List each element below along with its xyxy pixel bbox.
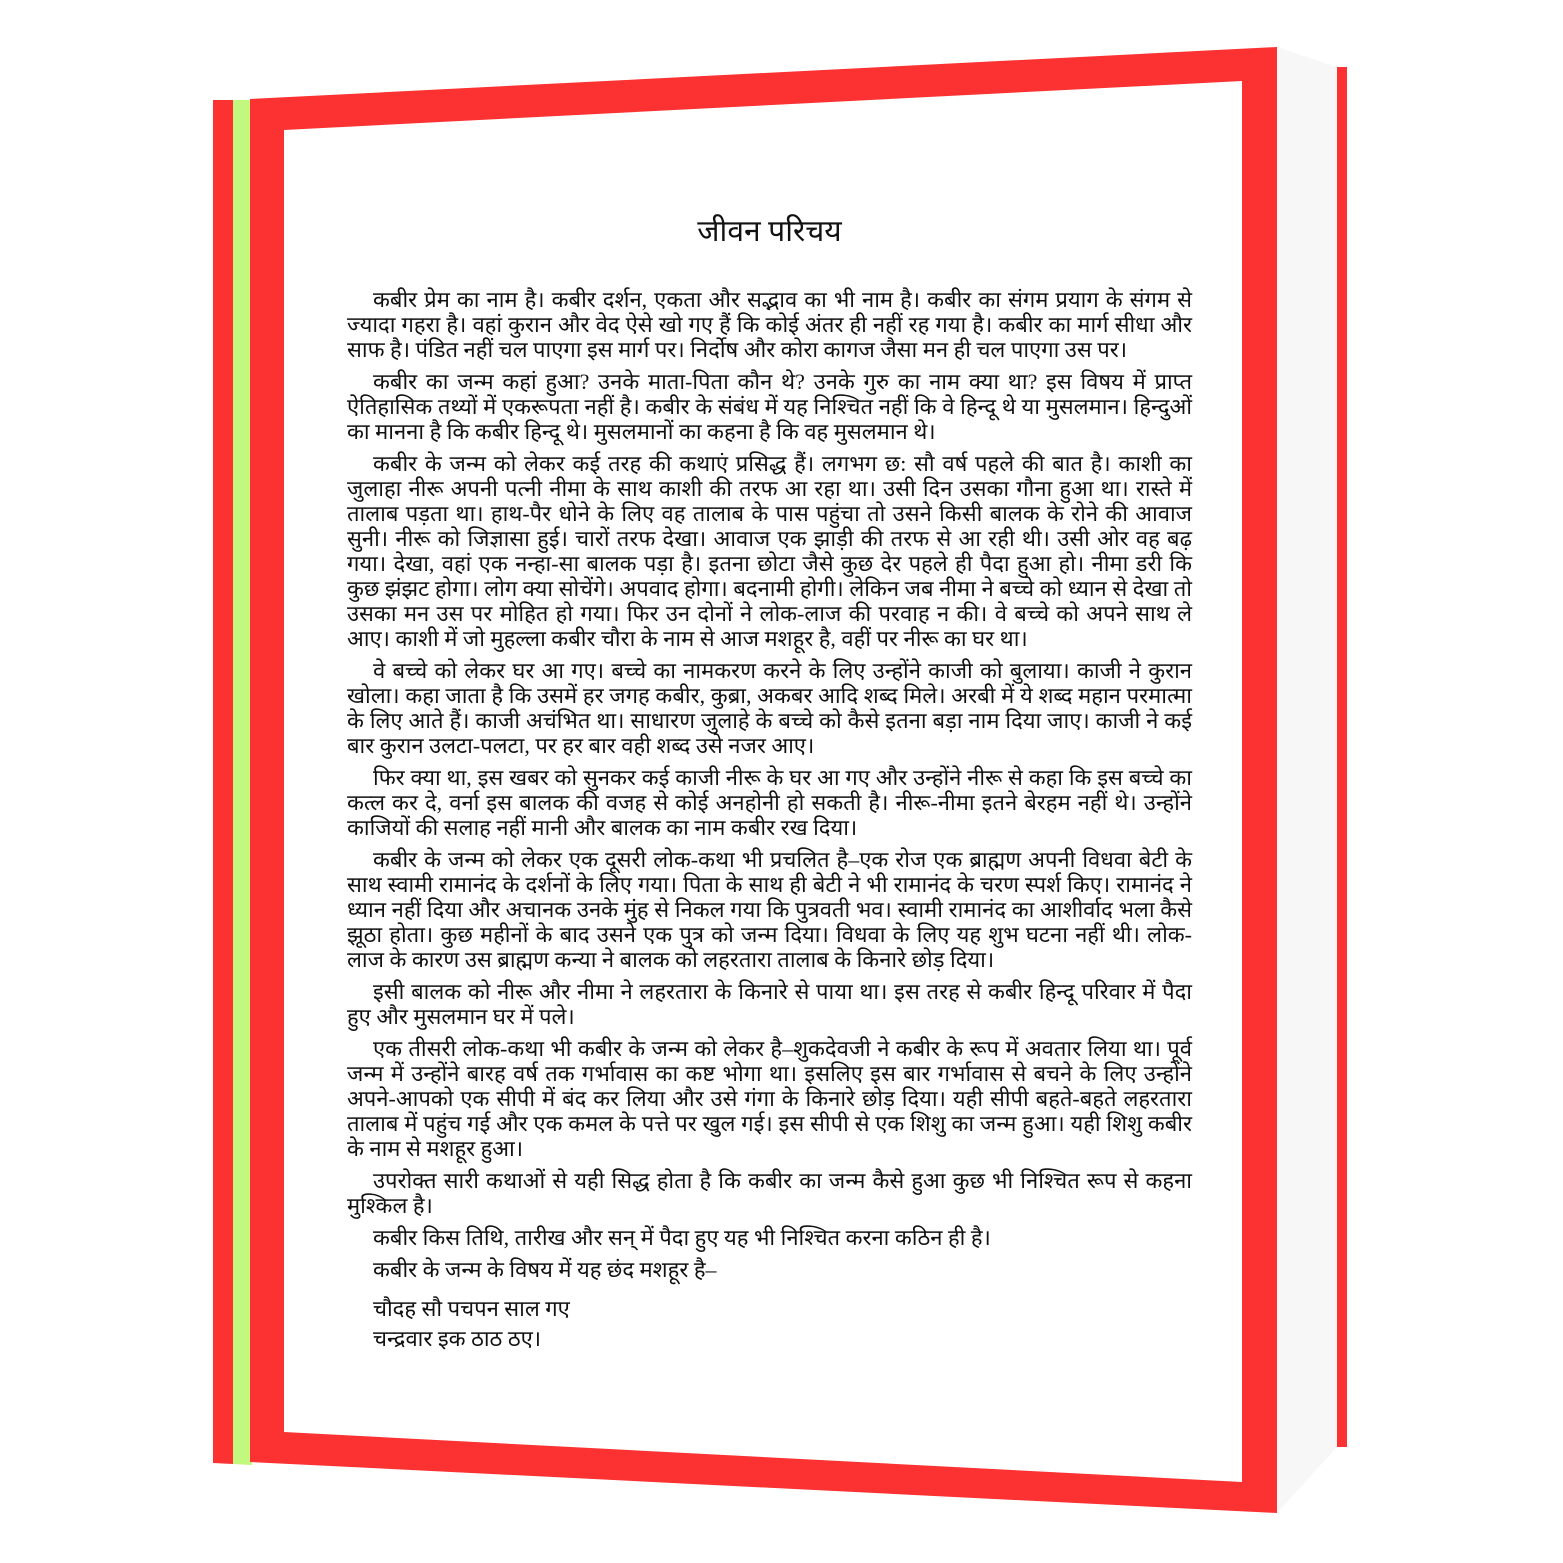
paragraph-11: कबीर के जन्म के विषय में यह छंद मशहूर है– [373,1257,717,1282]
paragraph-10: कबीर किस तिथि, तारीख और सन् में पैदा हुए यह भी निश्चित करना कठिन ही है। [373,1225,991,1250]
fore-edge-pages [1277,47,1337,1513]
paragraph-4: वे बच्चे को लेकर घर आ गए। बच्चे का नामकरण करने के लिए उन्होंने काजी को बुलाया। काजी ने कुरान खोला। कहा जाता है कि उसमें हर जगह कबीर, कुब्रा, अकबर आदि शब्द मिले। अरबी में ये शब्द महान परमात्मा के लिए आते हैं। काजी अचंभित था। साधारण जुलाहे के बच्चे को कैसे इतना बड़ा नाम दिया जाए। काजी ने कई बार कुरान उलटा-पलटा, पर हर बार वही शब्द उसे नजर आए। [347,658,1192,758]
page-content [347,213,1192,1356]
paragraph-7: इसी बालक को नीरू और नीमा ने लहरतारा के किनारे से पाया था। इस तरह से कबीर हिन्दू परिवार में पैदा हुए और मुसलमान घर में पले। [347,979,1192,1029]
page-title: जीवन परिचय [697,215,842,248]
paragraph-5: फिर क्या था, इस खबर को सुनकर कई काजी नीरू के घर आ गए और उन्होंने नीरू से कहा कि इस बच्चे का कत्ल कर दे, वर्ना इस बालक की वजह से कोई अनहोनी हो सकती है। नीरू-नीमा इतने बेरहम नहीं थे। उन्होंने काजियों की सलाह नहीं मानी और बालक का नाम कबीर रख दिया। [347,765,1192,840]
verse-line-1: चौदह सौ पचपन साल गए [373,1296,570,1321]
spine-green-stripe [233,100,252,1465]
spine-red-stripe [213,100,233,1464]
paragraph-3: कबीर के जन्म को लेकर कई तरह की कथाएं प्रसिद्ध हैं। लगभग छ: सौ वर्ष पहले की बात है। काशी का जुलाहा नीरू अपनी पत्नी नीमा के साथ काशी की तरफ आ रहा था। उसी दिन उसका गौना हुआ था। रास्ते में तालाब पड़ता था। हाथ-पैर धोने के लिए वह तालाब के पास पहुंचा तो उसने किसी बालक के रोने की आवाज सुनी। नीरू को जिज्ञासा हुई। चारों तरफ देखा। आवाज एक झाड़ी की तरफ से आ रही थी। उसी ओर वह बढ़ गया। देखा, वहां एक नन्हा-सा बालक पड़ा है। इतना छोटा जैसे कुछ देर पहले ही पैदा हुआ हो। नीमा डरी कि कुछ झंझट होगा। लोग क्या सोचेंगे। अपवाद होगा। बदनामी होगी। लेकिन जब नीमा ने बच्चे को ध्यान से देखा तो उसका मन उस पर मोहित हो गया। फिर उन दोनों ने लोक-लाज की परवाह न की। वे बच्चे को अपने साथ ले आए। काशी में जो मुहल्ला कबीर चौरा के नाम से आज मशहूर है, वहीं पर नीरू का घर था। [347,451,1192,651]
paragraph-2: कबीर का जन्म कहां हुआ? उनके माता-पिता कौन थे? उनके गुरु का नाम क्या था? इस विषय में प्राप्त ऐतिहासिक तथ्यों में एकरूपता नहीं है। कबीर के संबंध में यह निश्चित नहीं कि वे हिन्दू थे या मुसलमान। हिन्दुओं का मानना है कि कबीर हिन्दू थे। मुसलमानों का कहना है कि वह मुसलमान थे। [347,369,1192,444]
paragraph-8: एक तीसरी लोक-कथा भी कबीर के जन्म को लेकर है–शुकदेवजी ने कबीर के रूप में अवतार लिया था। पूर्व जन्म में उन्होंने बारह वर्ष तक गर्भावास का कष्ट भोगा था। इसलिए इस बार गर्भावास से बचने के लिए उन्होंने अपने-आपको एक सीपी में बंद कर लिया और उसे गंगा के किनारे छोड़ दिया। यही सीपी बहते-बहते लहरतारा तालाब में पहुंच गई और एक कमल के पत्ते पर खुल गई। इस सीपी से एक शिशु का जन्म हुआ। यही शिशु कबीर के नाम से मशहूर हुआ। [347,1036,1192,1161]
back-cover-edge [1337,67,1347,1447]
paragraph-9: उपरोक्त सारी कथाओं से यही सिद्ध होता है कि कबीर का जन्म कैसे हुआ कुछ भी निश्चित रूप से कहना मुश्किल है। [347,1168,1192,1218]
verse-line-2: चन्द्रवार इक ठाठ ठए। [373,1326,542,1351]
paragraph-6: कबीर के जन्म को लेकर एक दूसरी लोक-कथा भी प्रचलित है–एक रोज एक ब्राह्मण अपनी विधवा बेटी के साथ स्वामी रामानंद के दर्शनों के लिए गया। पिता के साथ ही बेटी ने भी रामानंद के चरण स्पर्श किए। रामानंद ने ध्यान नहीं दिया और अचानक उनके मुंह से निकल गया कि पुत्रवती भव। स्वामी रामानंद का आशीर्वाद भला कैसे झूठा होता। कुछ महीनों के बाद उसने एक पुत्र को जन्म दिया। विधवा के लिए यह शुभ घटना नहीं थी। लोक-लाज के कारण उस ब्राह्मण कन्या ने बालक को लहरतारा तालाब के किनारे छोड़ दिया। [347,847,1192,972]
paragraph-1: कबीर प्रेम का नाम है। कबीर दर्शन, एकता और सद्भाव का भी नाम है। कबीर का संगम प्रयाग के संगम से ज्यादा गहरा है। वहां कुरान और वेद ऐसे खो गए हैं कि कोई अंतर ही नहीं रह गया है। कबीर का मार्ग सीधा और साफ है। पंडित नहीं चल पाएगा इस मार्ग पर। निर्दोष और कोरा कागज जैसा मन ही चल पाएगा उस पर। [347,287,1192,362]
